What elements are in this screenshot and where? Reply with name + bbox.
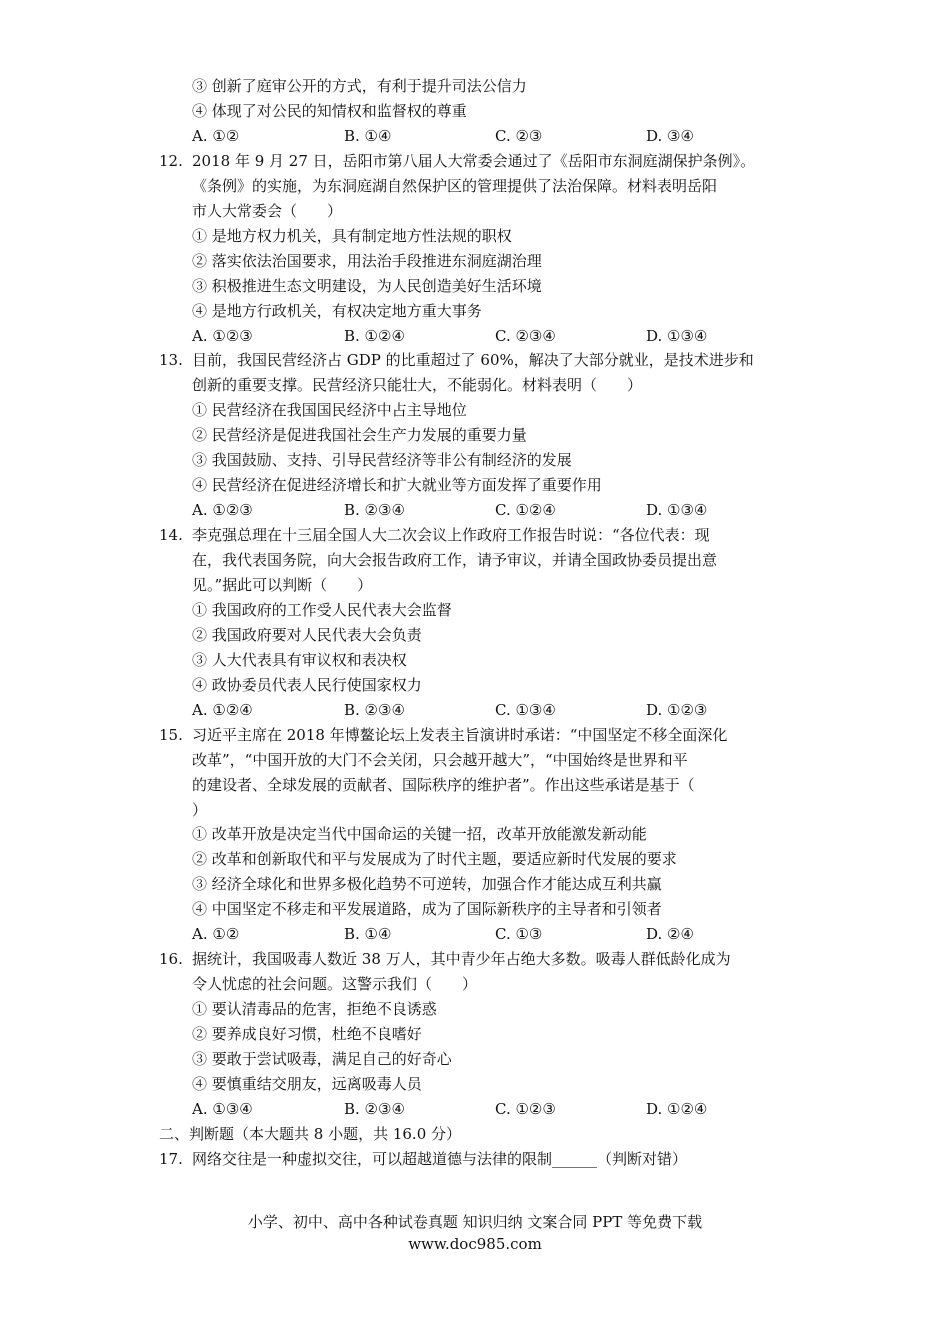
question-text: 网络交往是一种虚拟交往，可以超越道德与法律的限制______（判断对错） [192,1150,688,1168]
option-c: C. ①②④ [495,501,556,519]
question-text: 《条例》的实施，为东洞庭湖自然保护区的管理提供了法治保障。材料表明岳阳 [192,177,718,195]
option-d: D. ③④ [646,127,694,145]
option-b: B. ②③④ [344,501,405,519]
statement: ④ 政协委员代表人民行使国家权力 [192,676,422,694]
option-b: B. ①④ [344,127,392,145]
option-b: B. ①②④ [344,327,405,345]
option-d: D. ①②③ [646,701,708,719]
statement: ④ 是地方行政机关，有权决定地方重大事务 [192,302,482,320]
option-c: C. ①②③ [495,1100,556,1118]
question-number: 16. [159,950,183,968]
option-a: A. ①③④ [192,1100,253,1118]
section-heading: 二、判断题（本大题共 8 小题，共 16.0 分） [159,1125,462,1143]
statement: ② 落实依法治国要求，用法治手段推进东洞庭湖治理 [192,252,542,270]
question-text: 李克强总理在十三届全国人大二次会议上作政府工作报告时说：“各位代表：现 [192,526,710,544]
statement: ① 改革开放是决定当代中国命运的关键一招，改革开放能激发新动能 [192,825,647,843]
statement: ① 要认清毒品的危害，拒绝不良诱惑 [192,1000,437,1018]
statement: ② 改革和创新取代和平与发展成为了时代主题，要适应新时代发展的要求 [192,850,677,868]
footer-line: 小学、初中、高中各种试卷真题 知识归纳 文案合同 PPT 等免费下载 [247,1213,703,1231]
question-number: 13. [159,351,183,369]
option-b: B. ②③④ [344,1100,405,1118]
statement: ④ 中国坚定不移走和平发展道路，成为了国际新秩序的主导者和引领者 [192,900,662,918]
question-text: 习近平主席在 2018 年博鳌论坛上发表主旨演讲时承诺：“中国坚定不移全面深化 [192,726,728,744]
statement: ③ 积极推进生态文明建设，为人民创造美好生活环境 [192,277,542,295]
option-a: A. ①②③ [192,327,253,345]
option-d: D. ①③④ [646,501,708,519]
option-a: A. ①②④ [192,701,253,719]
option-c: C. ①③ [495,925,543,943]
question-text: 2018 年 9 月 27 日，岳阳市第八届人大常委会通过了《岳阳市东洞庭湖保护条例》。 [192,152,756,170]
statement: ③ 人大代表具有审议权和表决权 [192,651,407,669]
question-number: 12. [159,152,183,170]
statement: ② 要养成良好习惯，杜绝不良嗜好 [192,1025,422,1043]
option-c: C. ②③ [495,127,543,145]
question-text: 据统计，我国吸毒人数近 38 万人，其中青少年占绝大多数。吸毒人群低龄化成为 [192,950,731,968]
statement: ④ 要慎重结交朋友，远离吸毒人员 [192,1075,422,1093]
option-a: A. ①② [192,127,240,145]
statement: ④ 民营经济在促进经济增长和扩大就业等方面发挥了重要作用 [192,476,602,494]
statement: ① 是地方权力机关，具有制定地方性法规的职权 [192,227,512,245]
footer-url: www.doc985.com [408,1235,542,1253]
option-d: D. ①②④ [646,1100,708,1118]
question-number: 15. [159,726,183,744]
option-c: C. ①③④ [495,701,556,719]
question-text: 的建设者、全球发展的贡献者、国际秩序的维护者”。作出这些承诺是基于（ [192,776,695,794]
question-text: 见。”据此可以判断（ ） [192,576,373,594]
statement: ③ 创新了庭审公开的方式，有利于提升司法公信力 [192,77,527,95]
question-text: 目前，我国民营经济占 GDP 的比重超过了 60%，解决了大部分就业，是技术进步和 [192,351,754,369]
option-d: D. ②④ [646,925,694,943]
question-text: 改革”，“中国开放的大门不会关闭，只会越开越大”，“中国始终是世界和平 [192,751,688,769]
option-b: B. ②③④ [344,701,405,719]
question-number: 14. [159,526,183,544]
option-b: B. ①④ [344,925,392,943]
statement: ③ 要敢于尝试吸毒，满足自己的好奇心 [192,1050,452,1068]
option-d: D. ①③④ [646,327,708,345]
statement: ① 民营经济在我国国民经济中占主导地位 [192,401,467,419]
option-a: A. ①② [192,925,240,943]
statement: ① 我国政府的工作受人民代表大会监督 [192,601,452,619]
statement: ③ 经济全球化和世界多极化趋势不可逆转，加强合作才能达成互利共赢 [192,875,662,893]
question-text: ） [192,801,208,819]
option-a: A. ①②③ [192,501,253,519]
statement: ② 我国政府要对人民代表大会负责 [192,626,422,644]
question-text: 在，我代表国务院，向大会报告政府工作，请予审议，并请全国政协委员提出意 [192,551,718,569]
statement: ③ 我国鼓励、支持、引导民营经济等非公有制经济的发展 [192,451,572,469]
statement: ② 民营经济是促进我国社会生产力发展的重要力量 [192,426,527,444]
option-c: C. ②③④ [495,327,556,345]
question-text: 创新的重要支撑。民营经济只能壮大，不能弱化。材料表明（ ） [192,376,643,394]
question-text: 市人大常委会（ ） [192,202,343,220]
statement: ④ 体现了对公民的知情权和监督权的尊重 [192,102,467,120]
question-text: 令人忧虑的社会问题。这警示我们（ ） [192,975,478,993]
question-number: 17. [159,1150,183,1168]
